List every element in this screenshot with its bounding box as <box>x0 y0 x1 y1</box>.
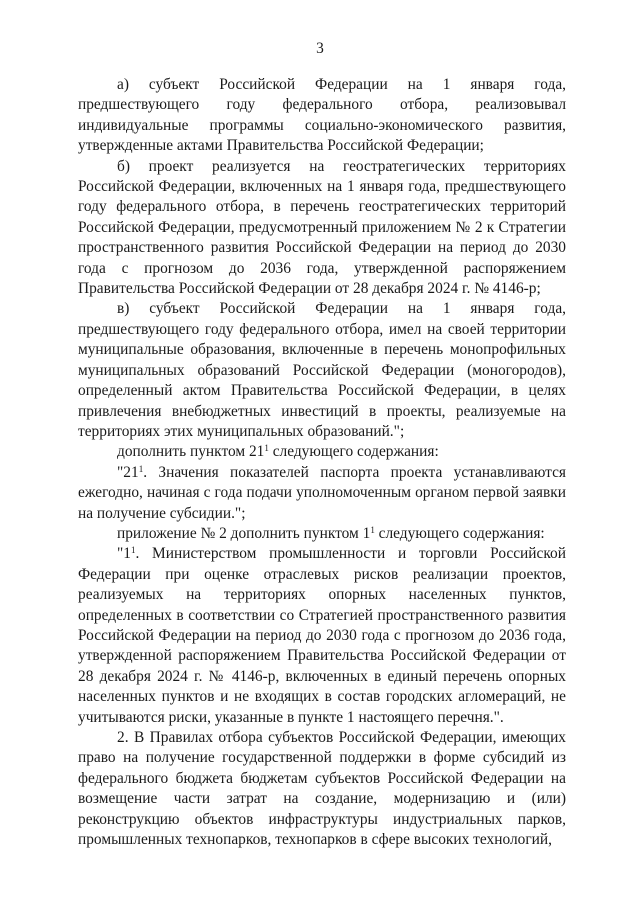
superscript: 1 <box>370 524 375 535</box>
paragraph-text: следующего содержания: <box>374 524 545 542</box>
paragraph-v: в) субъект Российской Федерации на 1 января года, предшествующего году федерального отбора, имел на своей территории муниципальные образования, включенные в перечень монопрофильных муниципальных образований Российской Федерации (моногородов), определенный актом Правительства Российской Федерации, в целях привлечения внебюджетных инвестиций в проекты, реализуемые на территориях этих муниципальных образований."; <box>78 300 566 440</box>
paragraph-text: "1 <box>117 545 131 563</box>
paragraph-point-1-1 <box>78 544 566 728</box>
paragraph-add-point-21-1 <box>78 442 566 462</box>
paragraph-text: . Министерством промышленности и торговли Российской Федерации при оценке отраслевых рисков реализации проектов, реализуемых на территориях опорных населенных пунктов, определенных в соответствии со Стратегией пространственного развития Российской Федерации на период до 2030 года с прогнозом до 2036 года, утвержденной распоряжением Правительства Российской Федерации от 28 декабря 2024 г. № 4146-р, включенных в единый перечень опорных населенных пунктов и не входящих в состав городских агломераций, не учитываются риски, указанные в пункте 1 настоящего перечня.". <box>78 545 566 726</box>
paragraph-text: "21 <box>117 463 139 481</box>
superscript: 1 <box>130 545 136 556</box>
paragraph-2: 2. В Правилах отбора субъектов Российской Федерации, имеющих право на получение государственной поддержки в форме субсидий из федерального бюджета бюджетам субъектов Российской Федерации на возмещение части затрат на создание, модернизацию и (или) реконструкцию объектов инфраструктуры индустриальных парков, промышленных технопарков, технопарков в сфере высоких технологий, <box>78 729 566 849</box>
superscript: 1 <box>264 443 269 454</box>
paragraph-text: . Значения показателей паспорта проекта устанавливаются ежегодно, начиная с года подачи уполномоченным органом первой заявки на получение субсидии."; <box>78 463 566 522</box>
paragraph-point-21-1 <box>78 463 566 524</box>
paragraph-appendix-2 <box>78 524 566 544</box>
paragraph-text: следующего содержания: <box>268 443 439 461</box>
document-body <box>78 75 566 850</box>
page-number: 3 <box>316 40 324 57</box>
paragraph-a: а) субъект Российской Федерации на 1 января года, предшествующего году федерального отбора, реализовывал индивидуальные программы социально-экономического развития, утвержденные актами Правительства Российской Федерации; <box>78 76 566 155</box>
paragraph-text: приложение № 2 дополнить пунктом 1 <box>117 524 371 542</box>
paragraph-b: б) проект реализуется на геостратегических территориях Российской Федерации, включенных на 1 января года, предшествующего году федерального отбора, в перечень геостратегических территорий Российской Федерации, предусмотренный приложением № 2 к Стратегии пространственного развития Российской Федерации на период до 2030 года с прогнозом до 2036 года, утвержденной распоряжением Правительства Российской Федерации от 28 декабря 2024 г. № 4146-р; <box>78 157 566 298</box>
superscript: 1 <box>138 463 144 474</box>
paragraph-text: дополнить пунктом 21 <box>117 443 265 461</box>
